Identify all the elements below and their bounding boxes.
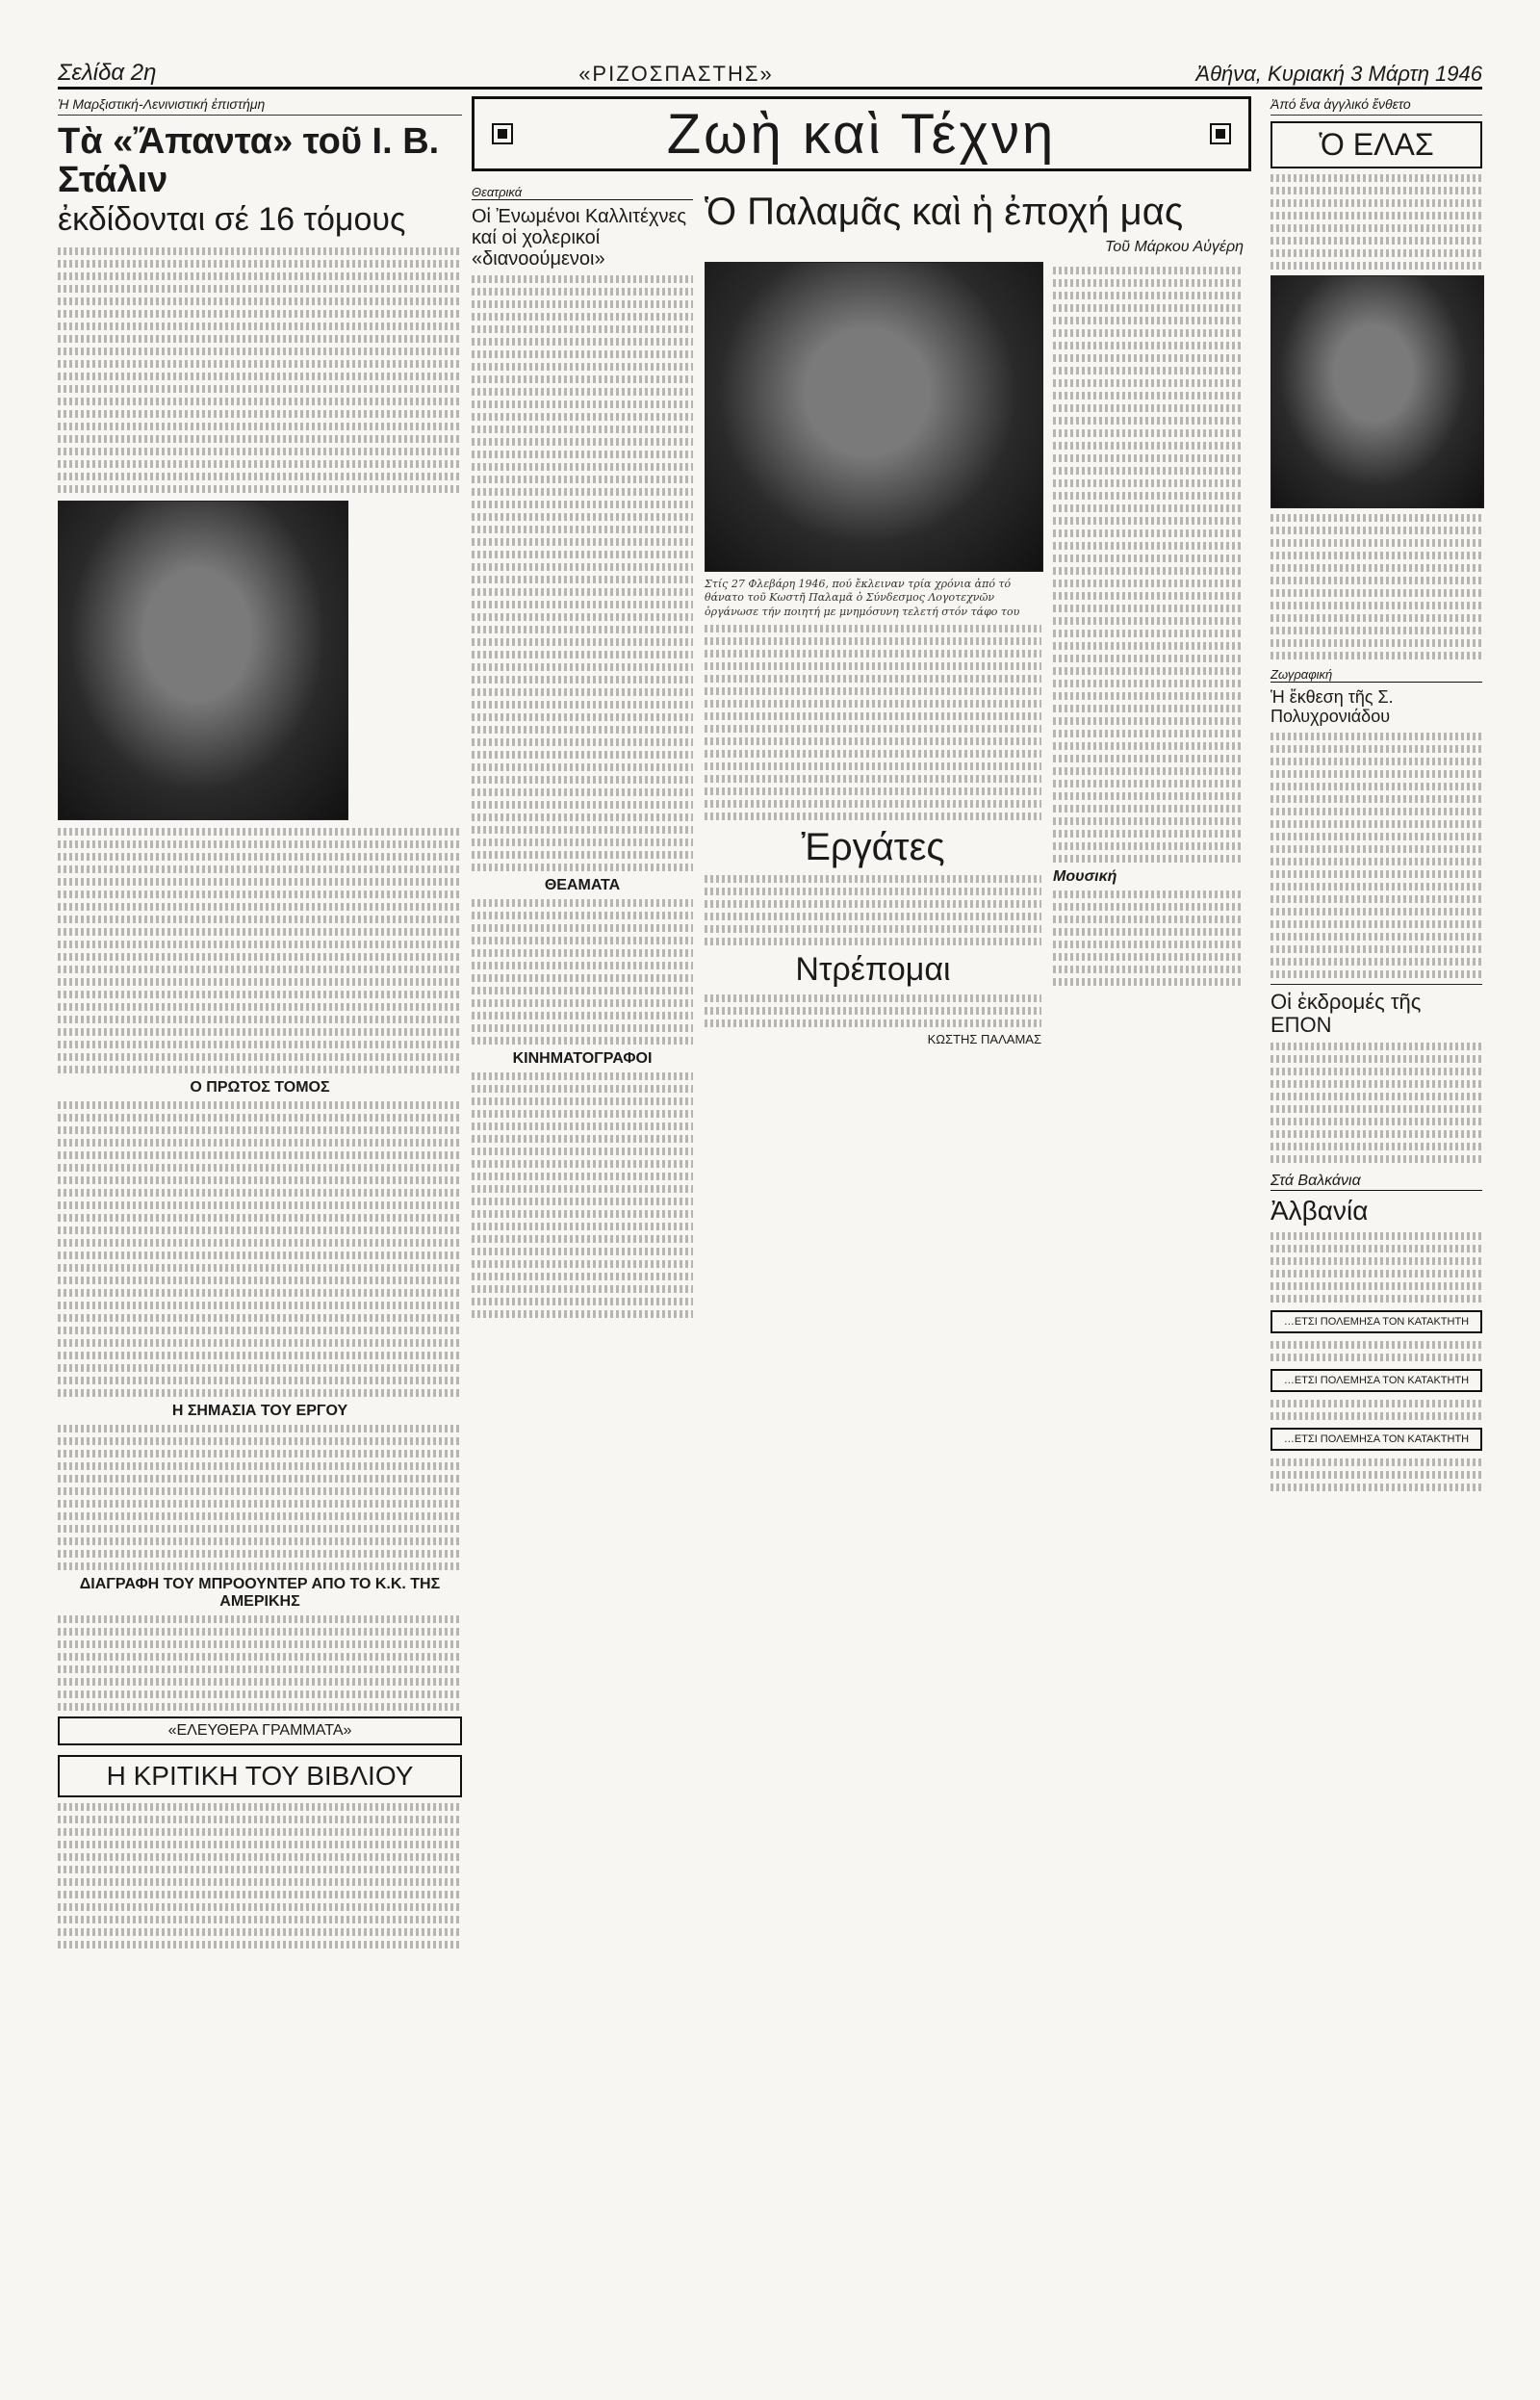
expel-head: ΔΙΑΓΡΑΦΗ ΤΟΥ ΜΠΡΟΟΥΝΤΕΡ ΑΠΟ ΤΟ Κ.Κ. ΤΗΣ ΑΜΕΡΙΚΗΣ — [79, 1576, 441, 1611]
balkans-label: Στά Βαλκάνια — [1270, 1173, 1482, 1191]
ad-box-3 — [1270, 1428, 1482, 1451]
arts-banner — [472, 96, 1251, 171]
ad-2: …ΕΤΣΙ ΠΟΛΕΜΗΣΑ ΤΟΝ ΚΑΤΑΚΤΗΤΗ — [1283, 1374, 1470, 1386]
page-number: Σελίδα 2η — [58, 60, 157, 86]
arts-title: Ζωὴ καὶ Τέχνη — [666, 102, 1057, 166]
theatre-headline: Οἱ Ἐνωμένοι Καλλιτέχνες καί οἱ χολερικοί «διανοούμενοι» — [472, 206, 686, 270]
palamas-portrait — [705, 262, 1043, 572]
music-head: Μουσική — [1053, 868, 1117, 885]
cinema-head: ΚΙΝΗΜΑΤΟΓΡΑΦΟΙ — [512, 1050, 653, 1067]
banner-square-left — [492, 123, 513, 144]
theatre-column — [472, 185, 693, 1323]
albania-title: Ἀλβανία — [1270, 1195, 1369, 1226]
palamas-text — [1053, 262, 1244, 1046]
poem-signature: ΚΩΣΤΗΣ ΠΑΛΑΜΑΣ — [927, 1031, 1041, 1046]
ad-1: …ΕΤΣΙ ΠΟΛΕΜΗΣΑ ΤΟΝ ΚΑΤΑΚΤΗΤΗ — [1283, 1315, 1470, 1328]
banner-square-right — [1210, 123, 1231, 144]
palamas-caption: Στίς 27 Φλεβάρη 1946, πού ἔκλειναν τρία χρόνια ἀπό τό θάνατο τοῦ Κωστῆ Παλαμᾶ ὁ Σύνδεσμος Λογοτεχνῶν ὀργάνωσε τήν ποιητή με μνημόσυνη τελετή στόν τάφο του — [705, 578, 1020, 618]
middle-column — [472, 96, 1251, 1323]
painting-label: Ζωγραφική — [1270, 667, 1482, 683]
ad-box-1 — [1270, 1310, 1482, 1333]
significance-head: Η ΣΗΜΑΣΙΑ ΤΟΥ ΕΡΓΟΥ — [171, 1403, 348, 1420]
stalin-subheadline: ἐκδίδονται σέ 16 τόμους — [58, 200, 406, 238]
palamas-area — [705, 185, 1244, 1323]
first-volume-head: Ο ΠΡΩΤΟΣ ΤΟΜΟΣ — [190, 1079, 330, 1097]
right-column — [1270, 96, 1482, 1496]
stalin-portrait — [58, 501, 348, 820]
painting-title: Ἡ ἔκθεση τῆς Σ. Πολυχρονιάδου — [1270, 687, 1394, 726]
elas-photo — [1270, 275, 1484, 508]
elas-title-box — [1270, 121, 1482, 168]
elas-title: Ὁ ΕΛΑΣ — [1319, 127, 1434, 162]
palamas-author: Τοῦ Μάρκου Αὐγέρη — [1105, 239, 1244, 255]
paper-name: «ΡΙΖΟΣΠΑΣΤΗΣ» — [578, 62, 774, 86]
poem-ashamed-title: Ντρέπομαι — [795, 950, 951, 988]
stalin-article-text — [58, 247, 462, 493]
criticism-box — [58, 1755, 462, 1797]
poem-workers-title: Ἐργάτες — [801, 825, 945, 868]
left-column — [58, 96, 462, 1953]
criticism-title: Η ΚΡΙΤΙΚΗ ΤΟΥ ΒΙΒΛΙΟΥ — [106, 1761, 414, 1792]
free-letters: «ΕΛΕΥΘΕΡΑ ΓΡΑΜΜΑΤΑ» — [167, 1722, 352, 1740]
ad-box-2 — [1270, 1369, 1482, 1392]
palamas-headline: Ὁ Παλαμᾶς καὶ ἡ ἐποχή μας — [705, 191, 1184, 233]
masthead — [58, 48, 1482, 90]
free-letters-box — [58, 1716, 462, 1745]
shows-head: ΘΕΑΜΑΤΑ — [544, 877, 621, 893]
ad-3: …ΕΤΣΙ ΠΟΛΕΜΗΣΑ ΤΟΝ ΚΑΤΑΚΤΗΤΗ — [1283, 1432, 1470, 1445]
stalin-headline: Τὰ «Ἄπαντα» τοῦ Ι. Β. Στάλιν — [58, 121, 440, 200]
left-kicker: Ἡ Μαρξιστική-Λενινιστική ἐπιστήμη — [58, 96, 462, 116]
issue-date: Ἀθήνα, Κυριακή 3 Μάρτη 1946 — [1195, 62, 1482, 86]
right-kicker: Ἀπό ἕνα ἀγγλικό ἔνθετο — [1270, 96, 1482, 116]
epon-title: Οἱ ἐκδρομές τῆς ΕΠΟΝ — [1270, 989, 1422, 1037]
theatre-label: Θεατρικά — [472, 185, 693, 200]
